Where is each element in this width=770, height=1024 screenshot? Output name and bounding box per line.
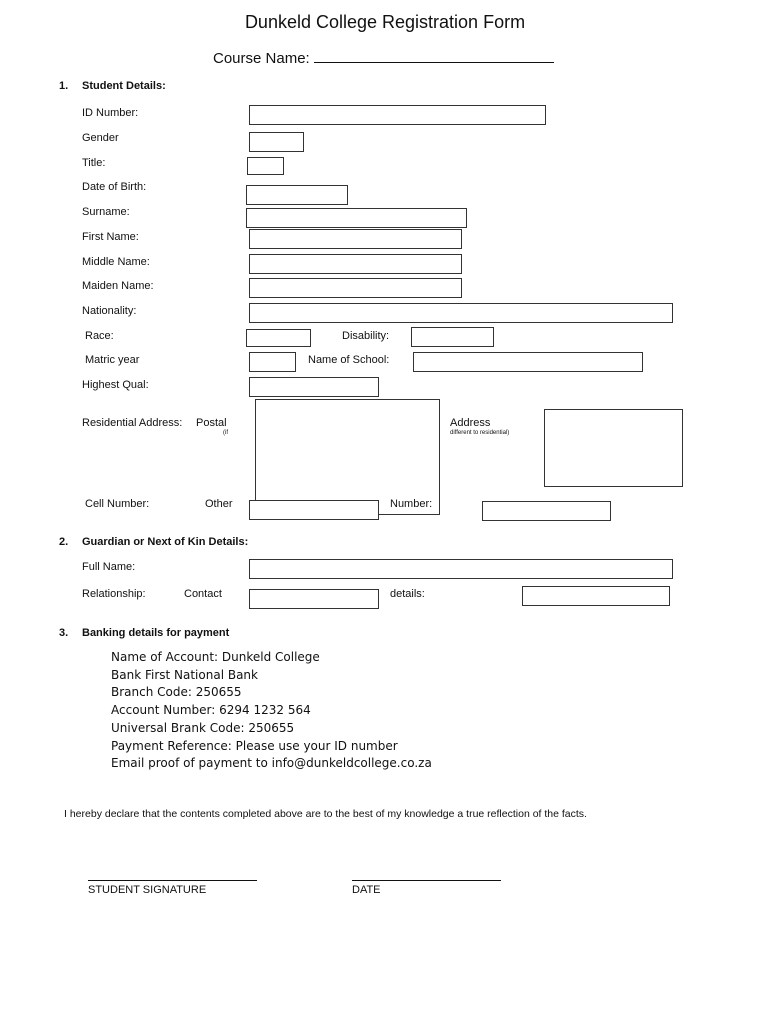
- id-number-field[interactable]: [249, 105, 546, 125]
- other-number-field[interactable]: [482, 501, 611, 521]
- contact-label: Contact: [184, 588, 222, 600]
- nationality-field[interactable]: [249, 303, 673, 323]
- bank-line-universal-code: Universal Brank Code: 250655: [111, 720, 295, 735]
- section-1-number: 1.: [59, 80, 69, 92]
- banking-details: [111, 649, 432, 773]
- middle-name-label: Middle Name:: [82, 256, 150, 268]
- dob-field[interactable]: [246, 185, 348, 205]
- residential-address-label: Residential Address:: [82, 417, 183, 429]
- gender-label: Gender: [82, 132, 119, 144]
- highest-qual-field[interactable]: [249, 377, 379, 397]
- bank-line-payment-reference: Payment Reference: Please use your ID number: [111, 738, 398, 753]
- bank-line-bank: Bank First National Bank: [111, 667, 258, 682]
- full-name-label: Full Name:: [82, 561, 136, 573]
- address-different-note: different to residential): [450, 430, 510, 436]
- disability-field[interactable]: [411, 327, 494, 347]
- course-name-row: [213, 50, 554, 67]
- bank-line-branch-code: Branch Code: 250655: [111, 685, 242, 700]
- bank-line-account-number: Account Number: 6294 1232 564: [111, 703, 311, 718]
- course-name-label: Course Name:: [213, 50, 310, 67]
- course-name-line[interactable]: [314, 50, 554, 63]
- maiden-name-label: Maiden Name:: [82, 280, 154, 292]
- form-title: Dunkeld College Registration Form: [244, 12, 526, 32]
- first-name-field[interactable]: [249, 229, 462, 249]
- student-signature-line[interactable]: [88, 880, 257, 881]
- section-2-heading: Guardian or Next of Kin Details:: [82, 536, 249, 548]
- bank-line-email-proof: Email proof of payment to info@dunkeldcollege.co.za: [111, 756, 432, 771]
- matric-year-label: Matric year: [85, 354, 140, 366]
- school-label: Name of School:: [308, 354, 390, 366]
- other-label: Other: [205, 498, 233, 510]
- section-1-heading: Student Details:: [82, 80, 166, 92]
- contact-details-field[interactable]: [522, 586, 670, 606]
- address-label: Address: [450, 417, 491, 429]
- postal-address-field[interactable]: [544, 409, 683, 487]
- postal-if-note: (if: [223, 430, 228, 436]
- dob-label: Date of Birth:: [82, 181, 147, 193]
- highest-qual-label: Highest Qual:: [82, 379, 149, 391]
- other-number-label: Number:: [390, 498, 433, 510]
- section-3-heading: Banking details for payment: [82, 627, 230, 639]
- school-field[interactable]: [413, 352, 643, 372]
- section-3-number: 3.: [59, 627, 69, 639]
- date-label: DATE: [352, 884, 381, 896]
- surname-label: Surname:: [82, 206, 130, 218]
- gender-field[interactable]: [249, 132, 304, 152]
- race-field[interactable]: [246, 329, 311, 347]
- relationship-label: Relationship:: [82, 588, 146, 600]
- section-2-number: 2.: [59, 536, 69, 548]
- contact-details-label: details:: [390, 588, 425, 600]
- matric-year-field[interactable]: [249, 352, 296, 372]
- student-signature-label: STUDENT SIGNATURE: [88, 884, 207, 896]
- race-label: Race:: [85, 330, 114, 342]
- id-number-label: ID Number:: [82, 107, 139, 119]
- middle-name-field[interactable]: [249, 254, 462, 274]
- surname-field[interactable]: [246, 208, 467, 228]
- disability-label: Disability:: [342, 330, 390, 342]
- maiden-name-field[interactable]: [249, 278, 462, 298]
- postal-label: Postal: [196, 417, 227, 429]
- bank-line-account-name: Name of Account: Dunkeld College: [111, 650, 320, 664]
- date-line[interactable]: [352, 880, 501, 881]
- title-label: Title:: [82, 157, 106, 169]
- cell-number-label: Cell Number:: [85, 498, 150, 510]
- nationality-label: Nationality:: [82, 305, 137, 317]
- title-field[interactable]: [247, 157, 284, 175]
- cell-number-field[interactable]: [249, 500, 379, 520]
- relationship-field[interactable]: [249, 589, 379, 609]
- first-name-label: First Name:: [82, 231, 139, 243]
- declaration-text: I hereby declare that the contents completed above are to the best of my knowledge a true reflection of the facts.: [64, 808, 587, 820]
- guardian-full-name-field[interactable]: [249, 559, 673, 579]
